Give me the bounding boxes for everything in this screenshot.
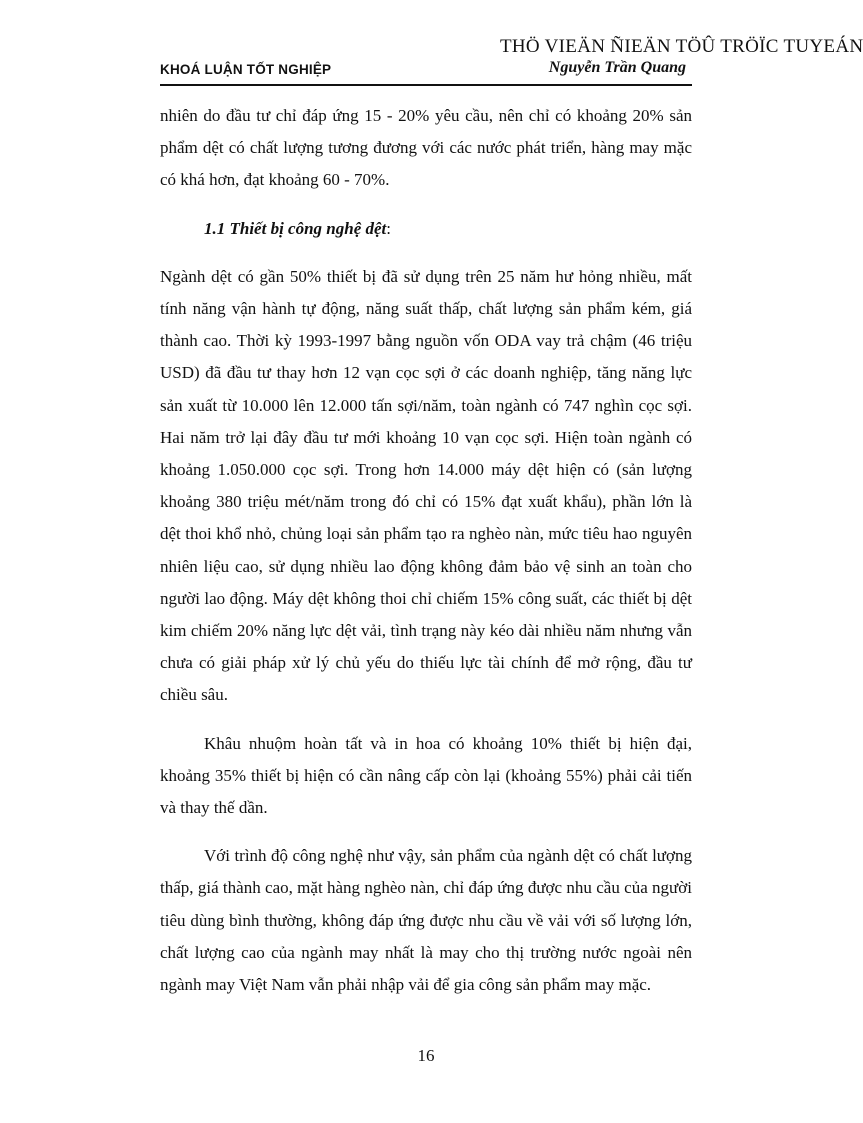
- header-thesis-title: KHOÁ LUẬN TỐT NGHIỆP: [160, 62, 332, 77]
- header-author-name: Nguyễn Trần Quang: [548, 59, 686, 76]
- page-header: [160, 58, 692, 86]
- section-heading: [160, 213, 692, 245]
- section-heading-colon: :: [386, 218, 392, 238]
- paragraph-dyeing: Khâu nhuộm hoàn tất và in hoa có khoảng 10% thiết bị hiện đại, khoảng 35% thiết bị hiện có cần nâng cấp còn lại (khoảng 55%) phải cải tiến và thay thế dần.: [160, 733, 692, 818]
- paragraph-continued: nhiên do đầu tư chỉ đáp ứng 15 - 20% yêu cầu, nên chỉ có khoảng 20% sản phẩm dệt có chất lượng tương đương với các nước phát triển, hàng may mặc có khá hơn, đạt khoảng 60 - 70%.: [160, 106, 692, 190]
- page-body: [160, 100, 692, 1001]
- watermark-text: THÖ VIEÄN ÑIEÄN TÖÛ TRÖÏC TUYEÁN: [500, 36, 863, 57]
- paragraph-technology-level: Với trình độ công nghệ như vậy, sản phẩm của ngành dệt có chất lượng thấp, giá thành cao, mặt hàng nghèo nàn, chỉ đáp ứng được nhu cầu của người tiêu dùng bình thường, không đáp ứng được nhu cầu về vải với số lượng lớn, chất lượng cao của ngành may nhất là may cho thị trường nước ngoài nên ngành may Việt Nam vẫn phải nhập vải để gia công sản phẩm may mặc.: [160, 846, 692, 995]
- section-heading-text: 1.1 Thiết bị công nghệ dệt: [204, 218, 387, 238]
- page-number: 16: [417, 1046, 435, 1065]
- paragraph-equipment: Ngành dệt có gần 50% thiết bị đã sử dụng trên 25 năm hư hỏng nhiều, mất tính năng vận hành tự động, năng suất thấp, chất lượng sản phẩm kém, giá thành cao. Thời kỳ 1993-1997 bằng nguồn vốn ODA vay trả chậm (46 triệu USD) đã đầu tư thay hơn 12 vạn cọc sợi ở các doanh nghiệp, tăng năng lực sản xuất từ 10.000 lên 12.000 tấn sợi/năm, toàn ngành có 747 nghìn cọc sợi. Hai năm trở lại đây đầu tư mới khoảng 10 vạn cọc sợi. Hiện toàn ngành có khoảng 1.050.000 cọc sợi. Trong hơn 14.000 máy dệt hiện có (sản lượng khoảng 380 triệu mét/năm trong đó chỉ có 15% đạt xuất khẩu), phần lớn là dệt thoi khổ nhỏ, chủng loại sản phẩm tạo ra nghèo nàn, mức tiêu hao nguyên nhiên liệu cao, sử dụng nhiều lao động không đảm bảo vệ sinh an toàn cho người lao động. Máy dệt không thoi chỉ chiếm 15% công suất, các thiết bị dệt kim chiếm 20% năng lực dệt vải, tình trạng này kéo dài nhiều năm nhưng vẫn chưa có giải pháp xử lý chủ yếu do thiếu lực tài chính để mở rộng, đầu tư chiều sâu.: [160, 266, 692, 705]
